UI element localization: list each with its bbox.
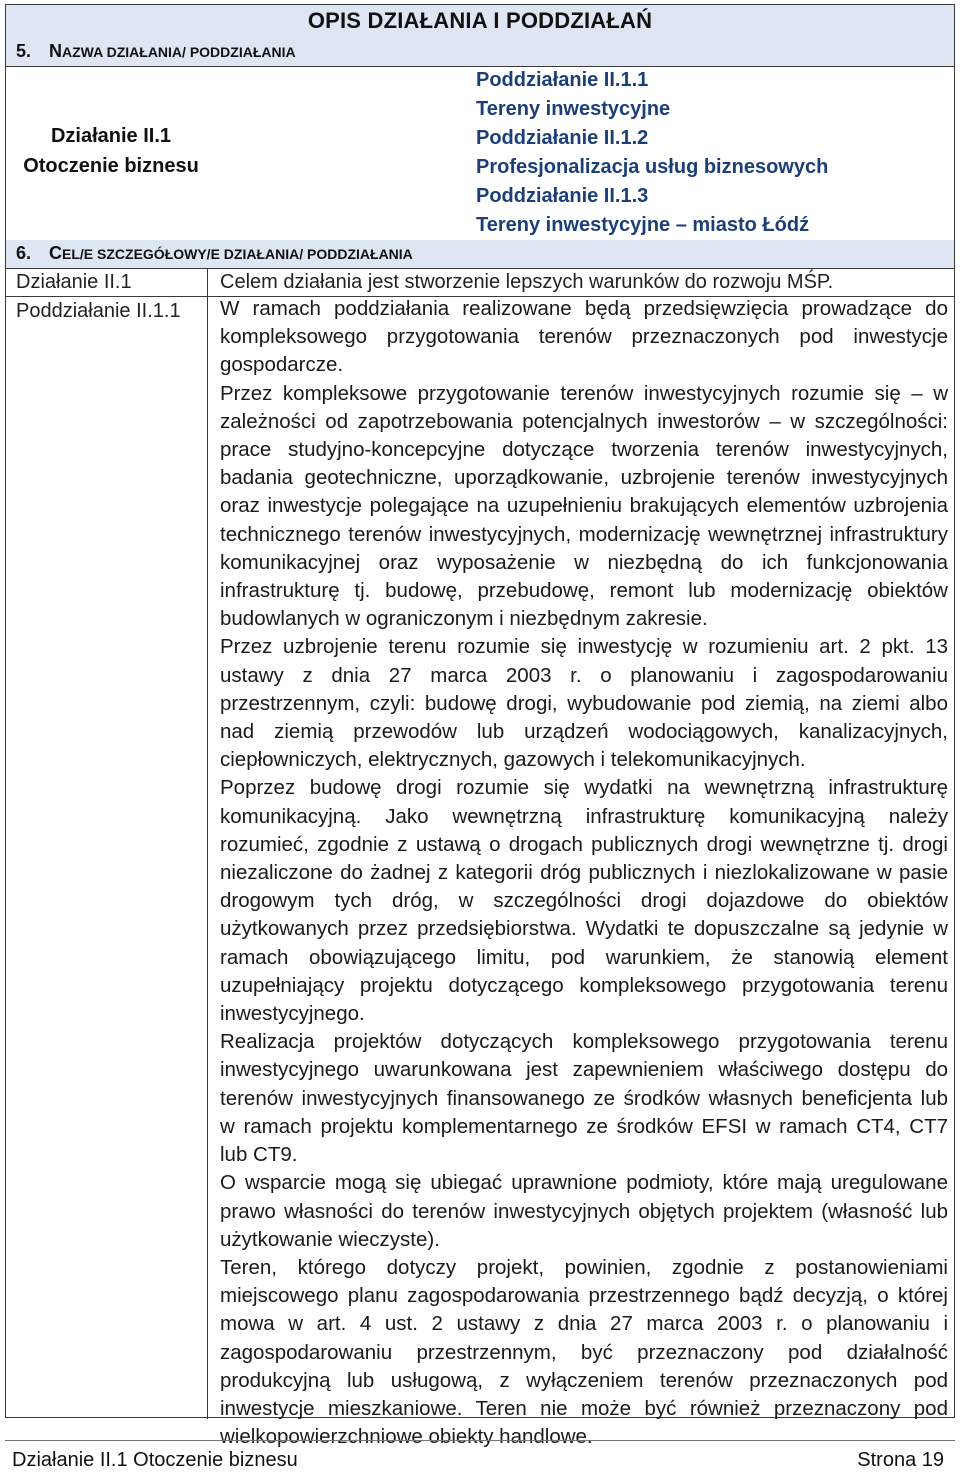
- description-paragraph: W ramach poddziałania realizowane będą przedsięwzięcia prowadzące do kompleksowego przygotowania terenów przeznaczonych pod inwestycje gospodarcze.: [220, 297, 948, 377]
- section-5-heading: [16, 41, 296, 62]
- subaction-name: Tereny inwestycyjne – miasto Łódź: [476, 214, 810, 236]
- subaction-description: [220, 295, 948, 1451]
- subaction-code: Poddziałanie II.1.2: [476, 127, 649, 149]
- subaction-detail-label: Poddziałanie II.1.1: [16, 300, 181, 322]
- description-paragraph: Poprzez budowę drogi rozumie się wydatki na wewnętrzną infrastrukturę komunikacyjną. Jako wewnętrzną infrastrukturę komunikacyjną należy rozumieć, zgodnie z ustawą o drogach publicznych drogi wewnętrzne tj. drogi niezaliczone do żadnej z kategorii dróg publicznych i niezlokalizowane w pasie drogowym tych dróg, w szczególności drogi dojazdowe do obiektów użytkowanych przez przedsiębiorstwa. Wydatki te dopuszczalne są jedynie w ramach obowiązującego limitu, pod warunkiem, że stanowią element uzupełniający projektu dotyczącego kompleksowego przygotowania terenu inwestycyjnego.: [220, 776, 948, 1026]
- divider: [6, 268, 954, 269]
- table-title-row: [6, 5, 954, 38]
- section-6-header: [6, 240, 954, 268]
- action-code: Działanie II.1: [50, 125, 172, 147]
- section-5-number: 5.: [16, 41, 32, 61]
- subaction-item: [476, 182, 828, 240]
- action-title: Otoczenie biznesu: [23, 155, 199, 177]
- action-name: [6, 121, 216, 181]
- goal-label: Działanie II.1: [16, 271, 132, 293]
- column-divider: [207, 268, 208, 1419]
- description-paragraph: Teren, którego dotyczy projekt, powinien, zgodnie z postanowieniami miejscowego planu zagospodarowania przestrzennego bądź decyzją, o której mowa w art. 4 ust. 2 ustawy z dnia 27 marca 2003 r. o planowaniu i zagospodarowaniu przestrzennym, być przeznaczony pod działalność produkcyjną lub usługową, z wyłączeniem terenów przeznaczonych pod inwestycje mieszkaniowe. Teren nie może być również przeznaczony pod wielkopowierzchniowe obiekty handlowe.: [220, 1255, 948, 1449]
- section-6-title: EL/E SZCZEGÓŁOWY/E DZIAŁANIA/ PODDZIAŁANIA: [62, 246, 413, 262]
- subaction-code: Poddziałanie II.1.1: [476, 69, 649, 91]
- page-footer: [0, 1440, 960, 1473]
- subaction-item: [476, 124, 828, 182]
- subaction-name: Profesjonalizacja usług biznesowych: [476, 156, 829, 178]
- subaction-item: [476, 66, 828, 124]
- goal-text: Celem działania jest stworzenie lepszych warunków do rozwoju MŚP.: [220, 271, 834, 293]
- footer-document-title: Działanie II.1 Otoczenie biznesu: [12, 1449, 298, 1471]
- page-number: Strona 19: [857, 1449, 944, 1471]
- section-6-heading: [16, 243, 413, 264]
- section-6-number: 6.: [16, 243, 32, 263]
- description-paragraph: Przez kompleksowe przygotowanie terenów inwestycyjnych rozumie się – w zależności od zapotrzebowania potencjalnych inwestorów – w szczególności: prace studyjno-koncepcyjne dotyczące tworzenia terenów inwestycyjnych, badania geotechniczne, uporządkowanie, uzbrojenie terenów inwestycyjnych oraz inwestycje polegające na uzupełnieniu brakujących elementów uzbrojenia technicznego terenów inwestycyjnych, modernizację wewnętrznej infrastruktury komunikacyjnej oraz wyposażenie w niezbędną do ich funkcjonowania infrastrukturę tj. budowę, przebudowę, remont lub modernizację obiektów budowlanych w ograniczonym i niezbędnym zakresie.: [220, 381, 948, 631]
- section-6-initial: C: [49, 243, 63, 263]
- footer-divider: [5, 1440, 955, 1441]
- description-paragraph: Przez uzbrojenie terenu rozumie się inwestycję w rozumieniu art. 2 pkt. 13 ustawy z dnia 27 marca 2003 r. o planowaniu i zagospodarowaniu przestrzennym, czyli: budowę drogi, wybudowanie pod ziemią, na ziemi albo nad ziemią przewodów lub urządzeń wodociągowych, kanalizacyjnych, ciepłowniczych, elektrycznych, gazowych i telekomunikacyjnych.: [220, 635, 948, 772]
- section-5-header: [6, 38, 954, 66]
- section-5-title: AZWA DZIAŁANIA/ PODDZIAŁANIA: [62, 44, 296, 60]
- subaction-name: Tereny inwestycyjne: [476, 98, 671, 120]
- page-title: OPIS DZIAŁANIA I PODDZIAŁAŃ: [307, 8, 653, 33]
- description-table: [5, 4, 955, 1449]
- description-paragraph: Realizacja projektów dotyczących kompleksowego przygotowania terenu inwestycyjnego uwarunkowana jest zapewnieniem właściwego dostępu do terenów inwestycyjnych finansowanego ze środków własnych beneficjenta lub w ramach projektu komplementarnego ze środków EFSI w ramach CT4, CT7 lub CT9.: [220, 1030, 948, 1167]
- subaction-code: Poddziałanie II.1.3: [476, 185, 649, 207]
- subaction-list: [476, 66, 828, 240]
- section-5-initial: N: [49, 41, 63, 61]
- description-paragraph: O wsparcie mogą się ubiegać uprawnione podmioty, które mają uregulowane prawo własności do terenów inwestycyjnych objętych projektem (własność lub użytkowanie wieczyste).: [220, 1171, 948, 1251]
